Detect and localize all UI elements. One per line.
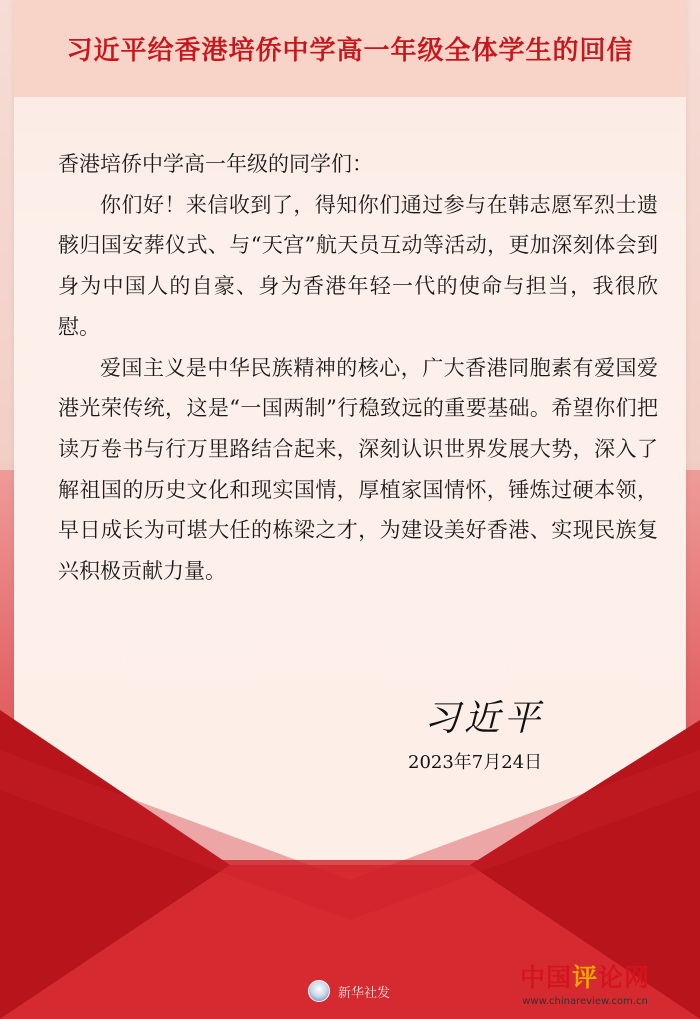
page-title: 习近平给香港培侨中学高一年级全体学生的回信 [66,36,634,66]
press-credit [308,980,390,1002]
letter-signature: 习近平 [424,698,545,739]
title-bar [14,0,686,97]
watermark-name-part3: 论网 [598,963,651,992]
press-label: 新华社发 [338,985,391,1001]
watermark-name [520,958,650,994]
letter-paragraph-2: 爱国主义是中华民族精神的核心，广大香港同胞素有爱国爱港光荣传统，这是“一国两制”行稳致远的重要基础。希望你们把读万卷书与行万里路结合起来，深刻认识世界发展大势，深入了解祖国的历史文化和现实国情，厚植家国情怀，锤炼过硬本领，早日成长为可堪大任的栋梁之才，为建设美好香港、实现民族复兴积极贡献力量。 [58,355,658,584]
xinhua-logo-icon [308,980,330,1002]
watermark-url: www.chinareview.com.cn [522,996,648,1007]
watermark-name-part1: 中国 [520,963,573,992]
letter-salutation: 香港培侨中学高一年级的同学们： [58,152,373,176]
letter-body [58,144,658,592]
watermark-name-part2: 评 [572,963,599,992]
watermark [520,958,650,1007]
letter-paragraph-1: 你们好！来信收到了，得知你们通过参与在韩志愿军烈士遗骸归国安葬仪式、与“天宫”航天员互动等活动，更加深刻体会到身为中国人的自豪、身为香港年轻一代的使命与担当，我很欣慰。 [58,192,658,339]
letter-date: 2023年7月24日 [408,752,543,773]
